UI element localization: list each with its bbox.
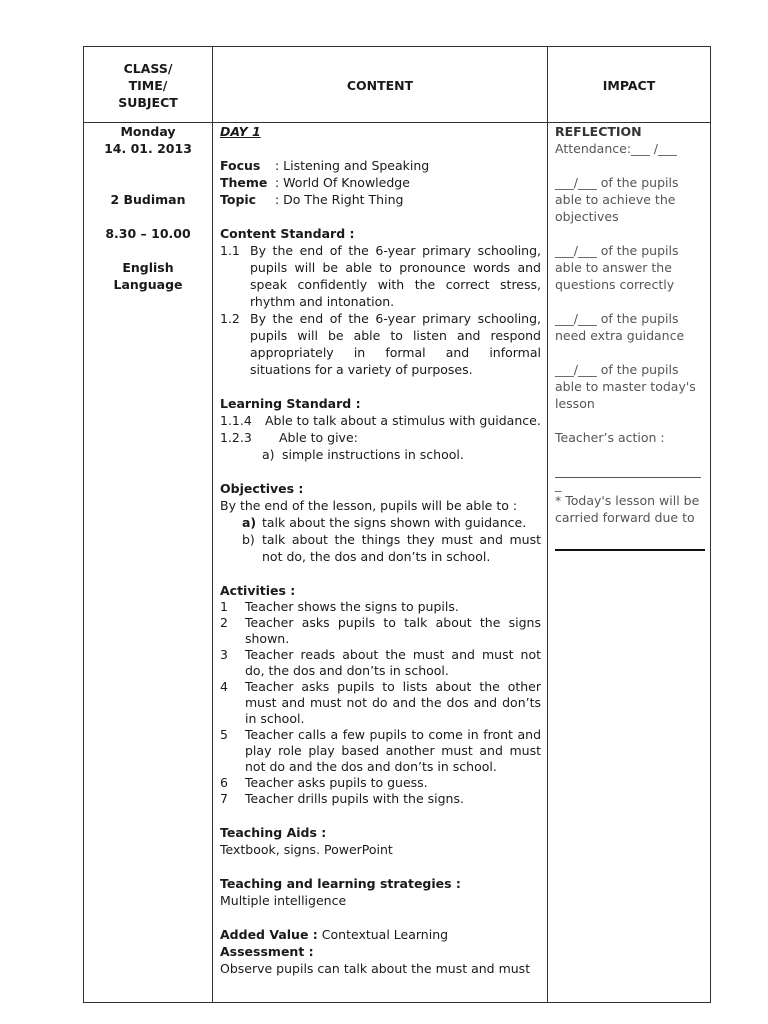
assessment-heading: Assessment : — [220, 944, 314, 959]
learning-standard-number: 1.1.4 — [220, 413, 252, 428]
class-name: 2 Budiman — [110, 192, 186, 207]
fraction-blank: ___/___ — [555, 175, 597, 190]
focus-value: : Listening and Speaking — [275, 158, 430, 173]
learning-standard-text: Able to talk about a stimulus with guidance. — [265, 413, 541, 428]
header-line: SUBJECT — [118, 94, 178, 110]
day-label: DAY 1 — [220, 124, 261, 139]
topic-label: Topic — [220, 192, 257, 207]
guidance-text: of the pupils need extra guidance — [555, 311, 685, 343]
extra-guidance-line — [555, 310, 704, 344]
objective-item — [220, 514, 541, 531]
added-value-row — [220, 926, 541, 943]
activity-item — [220, 679, 541, 727]
strategies: Multiple intelligence — [220, 893, 347, 908]
lesson-plan-table — [83, 46, 711, 1003]
activity-text: Teacher asks pupils to guess. — [245, 775, 428, 790]
activity-text: Teacher reads about the must and must not do, the dos and don’ts in school. — [245, 647, 541, 678]
activity-item — [220, 791, 541, 807]
lesson-time: 8.30 – 10.00 — [105, 226, 191, 241]
activity-number: 4 — [220, 679, 228, 694]
reflection-heading: REFLECTION — [555, 124, 642, 139]
standard-text: By the end of the 6-year primary schooling, pupils will be able to listen and respond appropriately in formal and informal situations for a variety of purposes. — [250, 311, 541, 377]
header-line: TIME/ — [128, 77, 168, 93]
learning-standard-sub-item — [220, 446, 541, 463]
activity-number: 3 — [220, 647, 228, 662]
achieve-objectives-line — [555, 174, 704, 225]
objective-letter: b) — [242, 532, 255, 547]
carried-forward-note: * Today's lesson will be carried forward due to — [555, 493, 700, 525]
objective-text: talk about the signs shown with guidance. — [262, 515, 527, 530]
activity-item — [220, 615, 541, 647]
class-info-cell — [84, 123, 212, 1002]
learning-standard-item — [220, 429, 541, 446]
activity-text: Teacher calls a few pupils to come in front and play role play based another must and must not do and the dos and don’ts in school. — [245, 727, 541, 774]
fraction-blank: ___/___ — [555, 311, 597, 326]
header-impact: IMPACT — [602, 77, 656, 93]
teacher-action-label: Teacher’s action : — [555, 430, 665, 445]
topic-row — [220, 191, 541, 208]
activity-number: 1 — [220, 599, 228, 614]
activity-item — [220, 599, 541, 615]
objectives-intro: By the end of the lesson, pupils will be able to : — [220, 498, 518, 513]
learning-standard-text: Able to give: — [279, 430, 358, 445]
content-cell — [213, 123, 547, 1002]
fraction-blank: ___/___ — [555, 243, 597, 258]
carried-forward-blank-line — [555, 549, 705, 551]
teacher-action-blank-line — [555, 463, 701, 478]
focus-row — [220, 157, 541, 174]
sub-item-letter: a) — [262, 447, 275, 462]
impact-cell — [548, 123, 710, 1002]
activity-item — [220, 727, 541, 775]
master-lesson-line — [555, 361, 704, 412]
header-class-time-subject — [84, 47, 212, 123]
theme-label: Theme — [220, 175, 268, 190]
activity-number: 6 — [220, 775, 228, 790]
focus-label: Focus — [220, 158, 261, 173]
sub-item-text: simple instructions in school. — [282, 447, 464, 462]
underscore-tail: _ — [555, 477, 562, 492]
content-standard-item — [220, 242, 541, 310]
header-content: CONTENT — [346, 77, 414, 93]
subject-line: Language — [113, 277, 183, 292]
activity-number: 2 — [220, 615, 228, 630]
activity-text: Teacher asks pupils to lists about the other must and must not do and the dos and don’ts in school. — [245, 679, 541, 726]
content-standard-item — [220, 310, 541, 378]
standard-number: 1.2 — [220, 311, 240, 326]
activity-item — [220, 647, 541, 679]
theme-row — [220, 174, 541, 191]
objectives-heading: Objectives : — [220, 481, 304, 496]
achieve-text: of the pupils able to achieve the objectives — [555, 175, 679, 224]
answer-questions-line — [555, 242, 704, 293]
fraction-blank: ___/___ — [555, 362, 597, 377]
activity-text: Teacher shows the signs to pupils. — [245, 599, 459, 614]
activity-number: 5 — [220, 727, 228, 742]
lesson-date: 14. 01. 2013 — [104, 141, 192, 156]
attendance-line: Attendance:___ /___ — [555, 141, 677, 156]
objective-letter: a) — [242, 515, 257, 530]
objective-text: talk about the things they must and must not do, the dos and don’ts in school. — [262, 532, 541, 564]
topic-value: : Do The Right Thing — [275, 192, 404, 207]
master-text: of the pupils able to master today's lesson — [555, 362, 696, 411]
assessment-text: Observe pupils can talk about the must and must — [220, 961, 531, 976]
added-value: Contextual Learning — [321, 927, 449, 942]
activities-heading: Activities : — [220, 583, 296, 598]
standard-number: 1.1 — [220, 243, 240, 258]
answer-text: of the pupils able to answer the questions correctly — [555, 243, 679, 292]
teaching-aids: Textbook, signs. PowerPoint — [220, 842, 393, 857]
learning-standard-number: 1.2.3 — [220, 430, 252, 445]
content-standard-heading: Content Standard : — [220, 226, 355, 241]
standard-text: By the end of the 6-year primary schooling, pupils will be able to pronounce words and speak confidently with the correct stress, rhythm and intonation. — [250, 243, 541, 309]
strategies-heading: Teaching and learning strategies : — [220, 876, 461, 891]
teaching-aids-heading: Teaching Aids : — [220, 825, 327, 840]
lesson-day: Monday — [120, 124, 176, 139]
theme-value: : World Of Knowledge — [275, 175, 410, 190]
activity-number: 7 — [220, 791, 228, 806]
objective-item — [220, 531, 541, 565]
header-line: CLASS/ — [123, 60, 173, 76]
learning-standard-heading: Learning Standard : — [220, 396, 361, 411]
added-value-label: Added Value : — [220, 927, 318, 942]
subject-line: English — [122, 260, 174, 275]
activity-text: Teacher drills pupils with the signs. — [245, 791, 464, 806]
activity-item — [220, 775, 541, 791]
activity-text: Teacher asks pupils to talk about the signs shown. — [245, 615, 541, 646]
learning-standard-item — [220, 412, 541, 429]
